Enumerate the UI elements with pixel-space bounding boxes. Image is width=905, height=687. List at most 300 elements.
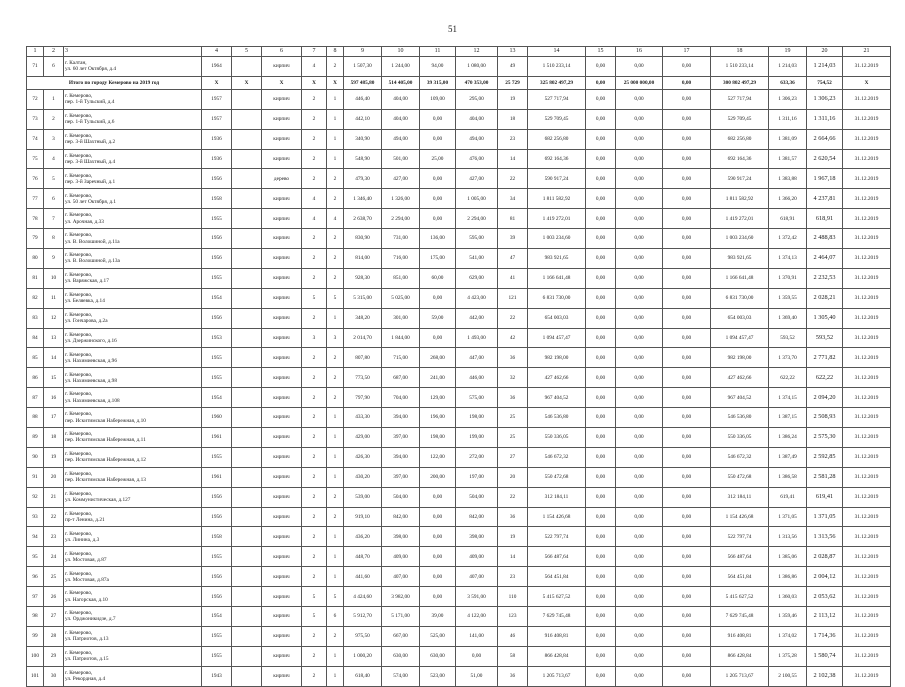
cell-col-10: 5 171,00	[382, 607, 420, 627]
cell-col-1: 89	[27, 428, 44, 448]
cell-col-18: 654 003,03	[711, 308, 769, 328]
cell-col-20: 1 313,56	[807, 527, 843, 547]
cell-col-13: 36	[498, 388, 528, 408]
cell-col-12: 1 005,00	[456, 189, 498, 209]
cell-col-18: 916 408,81	[711, 626, 769, 646]
cell-col-14: 550 472,68	[528, 467, 586, 487]
cell-col-4: 1936	[202, 129, 232, 149]
cell-col-9: 4 424,60	[344, 587, 382, 607]
cell-col-19: 19	[769, 47, 807, 57]
cell-col-13: 13	[498, 47, 528, 57]
table-row	[27, 467, 891, 487]
cell-col-5	[232, 527, 262, 547]
cell-col-10: 704,00	[382, 388, 420, 408]
cell-col-3: г. Кемерово, ул. Дзержинского, д.16	[64, 328, 202, 348]
cell-col-7: 2	[302, 547, 327, 567]
cell-col-16: 0,00	[616, 368, 663, 388]
cell-col-12: 409,00	[456, 547, 498, 567]
cell-col-12: 295,00	[456, 89, 498, 109]
cell-col-8: 1	[327, 109, 344, 129]
cell-col-2: 23	[44, 527, 64, 547]
cell-col-10: 409,00	[382, 547, 420, 567]
cell-col-4: 1964	[202, 57, 232, 77]
cell-col-11: 0,00	[420, 169, 456, 189]
cell-col-11: 268,00	[420, 348, 456, 368]
table-row	[27, 348, 891, 368]
cell-col-18: 1 003 234,60	[711, 229, 769, 249]
cell-col-19: 2 100,55	[769, 666, 807, 686]
cell-col-20: 20	[807, 47, 843, 57]
cell-col-3: г. Кемерово, пер. Искитимская Набережная, д.13	[64, 467, 202, 487]
cell-col-8: 8	[327, 47, 344, 57]
total-cell: 754,52	[807, 76, 843, 89]
cell-col-3: г. Кемерово, пер. 1-й Тульский, д.4	[64, 89, 202, 109]
cell-col-13: 36	[498, 507, 528, 527]
cell-col-10: 2 294,00	[382, 209, 420, 229]
cell-col-16: 0,00	[616, 487, 663, 507]
cell-col-5	[232, 666, 262, 686]
housing-register-table	[26, 46, 891, 687]
cell-col-11: 60,00	[420, 268, 456, 288]
cell-col-14: 5 415 627,52	[528, 587, 586, 607]
cell-col-2: 30	[44, 666, 64, 686]
cell-col-9: 928,30	[344, 268, 382, 288]
cell-col-8: 2	[327, 189, 344, 209]
cell-col-21: 31.12.2019	[843, 388, 891, 408]
cell-col-14: 1 205 713,67	[528, 666, 586, 686]
cell-col-4: 1958	[202, 527, 232, 547]
cell-col-6: кирпич	[262, 626, 302, 646]
cell-col-1: 86	[27, 368, 44, 388]
cell-col-12: 1 080,00	[456, 57, 498, 77]
cell-col-19: 1 360,03	[769, 587, 807, 607]
cell-col-17: 0,00	[663, 109, 711, 129]
cell-col-2: 28	[44, 626, 64, 646]
cell-col-7: 2	[302, 388, 327, 408]
cell-col-1: 92	[27, 487, 44, 507]
cell-col-17: 0,00	[663, 229, 711, 249]
cell-col-7: 7	[302, 47, 327, 57]
cell-col-21: 31.12.2019	[843, 547, 891, 567]
cell-col-2: 8	[44, 229, 64, 249]
cell-col-8: 1	[327, 408, 344, 428]
cell-col-15: 15	[586, 47, 616, 57]
cell-col-5	[232, 507, 262, 527]
cell-col-4: 1954	[202, 607, 232, 627]
cell-col-16: 0,00	[616, 666, 663, 686]
cell-col-5	[232, 129, 262, 149]
cell-col-13: 22	[498, 487, 528, 507]
cell-col-19: 593,52	[769, 328, 807, 348]
cell-col-1: 76	[27, 169, 44, 189]
cell-col-3: г. Калтан, ул. 60 лет Октября, д.4	[64, 57, 202, 77]
cell-col-4: 1955	[202, 626, 232, 646]
cell-col-4: 1955	[202, 268, 232, 288]
cell-col-6: кирпич	[262, 428, 302, 448]
cell-col-9: 1 507,30	[344, 57, 382, 77]
cell-col-7: 5	[302, 607, 327, 627]
cell-col-2: 19	[44, 447, 64, 467]
cell-col-19: 1 386,58	[769, 467, 807, 487]
cell-col-3: г. Кемерово, ул. В. Волошиной, д.13а	[64, 249, 202, 269]
cell-col-14: 527 717,94	[528, 89, 586, 109]
cell-col-15: 0,00	[586, 626, 616, 646]
cell-col-17: 0,00	[663, 149, 711, 169]
cell-col-1: 98	[27, 607, 44, 627]
cell-col-3: г. Кемерово, пер. Искитимская Набережная, д.12	[64, 447, 202, 467]
cell-col-8: 1	[327, 149, 344, 169]
cell-col-16: 0,00	[616, 229, 663, 249]
cell-col-14: 1 154 426,68	[528, 507, 586, 527]
cell-col-19: 1 387,15	[769, 408, 807, 428]
table-row	[27, 89, 891, 109]
total-cell: 25 729	[498, 76, 528, 89]
cell-col-1: 78	[27, 209, 44, 229]
cell-col-15: 0,00	[586, 607, 616, 627]
cell-col-13: 41	[498, 268, 528, 288]
cell-col-4: 1956	[202, 487, 232, 507]
cell-col-6: кирпич	[262, 368, 302, 388]
cell-col-9: 340,90	[344, 129, 382, 149]
cell-col-6: кирпич	[262, 249, 302, 269]
cell-col-11: 59,00	[420, 308, 456, 328]
cell-col-3: г. Кемерово, пр-т Ленина, д.21	[64, 507, 202, 527]
cell-col-1: 74	[27, 129, 44, 149]
table-row	[27, 109, 891, 129]
cell-col-1: 85	[27, 348, 44, 368]
cell-col-1: 99	[27, 626, 44, 646]
cell-col-6: 6	[262, 47, 302, 57]
cell-col-21: 31.12.2019	[843, 169, 891, 189]
cell-col-8: 3	[327, 328, 344, 348]
cell-col-19: 1 386,86	[769, 567, 807, 587]
cell-col-14: 692 164,36	[528, 149, 586, 169]
cell-col-13: 39	[498, 229, 528, 249]
cell-col-18: 564 451,84	[711, 567, 769, 587]
cell-col-4: 1958	[202, 189, 232, 209]
cell-col-6: кирпич	[262, 408, 302, 428]
cell-col-11: 200,00	[420, 467, 456, 487]
cell-col-9: 797,90	[344, 388, 382, 408]
cell-col-2: 13	[44, 328, 64, 348]
cell-col-2: 2	[44, 109, 64, 129]
cell-col-7: 2	[302, 129, 327, 149]
cell-col-3: г. Кемерово, пер. 1-й Тульский, д.6	[64, 109, 202, 129]
cell-col-5	[232, 587, 262, 607]
cell-col-9: 430,20	[344, 467, 382, 487]
cell-col-3: г. Кемерово, ул. Гончарова, д.2а	[64, 308, 202, 328]
cell-col-2: 27	[44, 607, 64, 627]
cell-col-12: 12	[456, 47, 498, 57]
cell-col-3: г. Кемерово, ул. Нагорская, д.10	[64, 587, 202, 607]
cell-col-11: 0,00	[420, 567, 456, 587]
cell-col-2: 21	[44, 487, 64, 507]
cell-col-1: 100	[27, 646, 44, 666]
cell-col-1: 90	[27, 447, 44, 467]
cell-col-2: 14	[44, 348, 64, 368]
cell-col-20: 2 508,93	[807, 408, 843, 428]
cell-col-12: 398,00	[456, 527, 498, 547]
cell-col-5	[232, 467, 262, 487]
cell-col-11: 25,00	[420, 149, 456, 169]
cell-col-19: 618,91	[769, 209, 807, 229]
cell-col-6: кирпич	[262, 447, 302, 467]
cell-col-18: 529 709,45	[711, 109, 769, 129]
cell-col-2: 3	[44, 129, 64, 149]
cell-col-5	[232, 348, 262, 368]
cell-col-7: 2	[302, 646, 327, 666]
cell-col-2: 7	[44, 209, 64, 229]
cell-col-11: 122,00	[420, 447, 456, 467]
cell-col-7: 2	[302, 169, 327, 189]
cell-col-12: 427,00	[456, 169, 498, 189]
cell-col-3: г. Кемерово, ул. Нахимиевская, д.98	[64, 368, 202, 388]
cell-col-6: кирпич	[262, 189, 302, 209]
cell-col-7: 2	[302, 249, 327, 269]
cell-col-9: 807,80	[344, 348, 382, 368]
cell-col-11: 198,00	[420, 428, 456, 448]
cell-col-17: 0,00	[663, 368, 711, 388]
cell-col-9: 975,50	[344, 626, 382, 646]
cell-col-18: 967 404,52	[711, 388, 769, 408]
cell-col-10: 407,00	[382, 567, 420, 587]
cell-col-11: 0,00	[420, 328, 456, 348]
cell-col-5	[232, 547, 262, 567]
cell-col-20: 2 004,12	[807, 567, 843, 587]
cell-col-8: 2	[327, 249, 344, 269]
cell-col-11: 0,00	[420, 507, 456, 527]
cell-col-17: 0,00	[663, 129, 711, 149]
cell-col-13: 47	[498, 249, 528, 269]
cell-col-6: кирпич	[262, 567, 302, 587]
cell-col-17: 0,00	[663, 348, 711, 368]
cell-col-20: 2 592,85	[807, 447, 843, 467]
cell-col-6: кирпич	[262, 288, 302, 308]
cell-col-12: 51,00	[456, 666, 498, 686]
cell-col-14: 1 166 641,48	[528, 268, 586, 288]
cell-col-6: кирпич	[262, 129, 302, 149]
cell-col-16: 0,00	[616, 288, 663, 308]
cell-col-11: 0,00	[420, 487, 456, 507]
cell-col-21: 31.12.2019	[843, 328, 891, 348]
cell-col-6: кирпич	[262, 268, 302, 288]
cell-col-13: 32	[498, 368, 528, 388]
cell-col-9: 9	[344, 47, 382, 57]
cell-col-18: 7 629 745,48	[711, 607, 769, 627]
cell-col-13: 14	[498, 149, 528, 169]
total-cell: X	[232, 76, 262, 89]
cell-col-11: 630,00	[420, 646, 456, 666]
cell-col-5	[232, 607, 262, 627]
cell-col-17: 0,00	[663, 308, 711, 328]
table-row	[27, 587, 891, 607]
cell-col-20: 1 214,03	[807, 57, 843, 77]
cell-col-10: 427,00	[382, 169, 420, 189]
cell-col-2: 18	[44, 428, 64, 448]
cell-col-20: 1 305,40	[807, 308, 843, 328]
cell-col-1: 75	[27, 149, 44, 169]
cell-col-20: 2 771,82	[807, 348, 843, 368]
cell-col-13: 58	[498, 646, 528, 666]
total-cell: 514 405,00	[382, 76, 420, 89]
table-row	[27, 567, 891, 587]
cell-col-21: 31.12.2019	[843, 626, 891, 646]
cell-col-8: 2	[327, 507, 344, 527]
cell-col-7: 2	[302, 348, 327, 368]
cell-col-12: 0,00	[456, 646, 498, 666]
cell-col-5	[232, 428, 262, 448]
cell-col-9: 448,70	[344, 547, 382, 567]
cell-col-7: 2	[302, 527, 327, 547]
cell-col-17: 0,00	[663, 249, 711, 269]
cell-col-11: 109,00	[420, 89, 456, 109]
cell-col-14: 590 917,24	[528, 169, 586, 189]
cell-col-15: 0,00	[586, 89, 616, 109]
cell-col-21: 31.12.2019	[843, 189, 891, 209]
cell-col-17: 0,00	[663, 388, 711, 408]
cell-col-6: кирпич	[262, 57, 302, 77]
cell-col-20: 2 094,20	[807, 388, 843, 408]
cell-col-19: 1 311,16	[769, 109, 807, 129]
cell-col-10: 301,00	[382, 308, 420, 328]
cell-col-3: г. Кемерово, ул. Орджоникидзе, д.7	[64, 607, 202, 627]
cell-col-10: 687,00	[382, 368, 420, 388]
cell-col-14: 866 428,84	[528, 646, 586, 666]
cell-col-5	[232, 567, 262, 587]
cell-col-4: 1961	[202, 428, 232, 448]
cell-col-14: 982 198,00	[528, 348, 586, 368]
cell-col-20: 2 028,21	[807, 288, 843, 308]
cell-col-4: 1955	[202, 368, 232, 388]
cell-col-5	[232, 189, 262, 209]
cell-col-10: 667,00	[382, 626, 420, 646]
cell-col-2: 5	[44, 169, 64, 189]
cell-col-18: 692 164,36	[711, 149, 769, 169]
cell-col-19: 1 359,55	[769, 288, 807, 308]
cell-col-14: 1 811 582,92	[528, 189, 586, 209]
cell-col-14: 1 003 234,60	[528, 229, 586, 249]
cell-col-18: 427 462,66	[711, 368, 769, 388]
cell-col-15: 0,00	[586, 368, 616, 388]
cell-col-10: 1 326,00	[382, 189, 420, 209]
cell-col-7: 5	[302, 587, 327, 607]
cell-col-3: г. Кемерово, пер. 3-й Шахтный, д.2	[64, 129, 202, 149]
cell-col-13: 123	[498, 607, 528, 627]
cell-col-17: 0,00	[663, 487, 711, 507]
cell-col-15: 0,00	[586, 527, 616, 547]
cell-col-12: 3 591,00	[456, 587, 498, 607]
cell-col-4: 1956	[202, 587, 232, 607]
cell-col-17: 0,00	[663, 587, 711, 607]
table-row	[27, 169, 891, 189]
cell-col-11: 0,00	[420, 288, 456, 308]
cell-col-18: 566 487,64	[711, 547, 769, 567]
cell-col-19: 1 214,03	[769, 57, 807, 77]
cell-col-11: 94,00	[420, 57, 456, 77]
cell-col-8: 6	[327, 607, 344, 627]
cell-col-12: 2 294,00	[456, 209, 498, 229]
cell-col-13: 25	[498, 428, 528, 448]
cell-col-18: 522 797,74	[711, 527, 769, 547]
cell-col-9: 429,00	[344, 428, 382, 448]
cell-col-17: 0,00	[663, 89, 711, 109]
cell-col-8: 2	[327, 368, 344, 388]
cell-col-2: 10	[44, 268, 64, 288]
cell-col-19: 1 386,24	[769, 428, 807, 448]
cell-col-17: 0,00	[663, 626, 711, 646]
cell-col-16: 0,00	[616, 109, 663, 129]
cell-col-4: 1956	[202, 507, 232, 527]
cell-col-6: кирпич	[262, 209, 302, 229]
cell-col-21: 31.12.2019	[843, 646, 891, 666]
cell-col-14: 427 462,66	[528, 368, 586, 388]
cell-col-2: 11	[44, 288, 64, 308]
cell-col-15: 0,00	[586, 268, 616, 288]
cell-col-21: 31.12.2019	[843, 467, 891, 487]
cell-col-16: 0,00	[616, 308, 663, 328]
cell-col-10: 494,00	[382, 129, 420, 149]
cell-col-14: 967 404,52	[528, 388, 586, 408]
cell-col-18: 682 256,80	[711, 129, 769, 149]
total-cell: 39 315,00	[420, 76, 456, 89]
cell-col-15: 0,00	[586, 666, 616, 686]
cell-col-13: 19	[498, 527, 528, 547]
cell-col-12: 494,00	[456, 129, 498, 149]
cell-col-16: 0,00	[616, 527, 663, 547]
cell-col-5	[232, 249, 262, 269]
table-row	[27, 646, 891, 666]
cell-col-6: кирпич	[262, 467, 302, 487]
cell-col-12: 198,00	[456, 408, 498, 428]
cell-col-6: кирпич	[262, 388, 302, 408]
cell-col-20: 2 232,53	[807, 268, 843, 288]
table-row	[27, 527, 891, 547]
cell-col-19: 1 371,05	[769, 507, 807, 527]
cell-col-12: 504,00	[456, 487, 498, 507]
total-cell: 0,00	[586, 76, 616, 89]
cell-col-1: 83	[27, 308, 44, 328]
cell-col-18: 546 672,32	[711, 447, 769, 467]
table-row	[27, 368, 891, 388]
table-row	[27, 229, 891, 249]
cell-col-3: г. Кемерово, ул. Линина, д.3	[64, 527, 202, 547]
cell-col-17: 0,00	[663, 607, 711, 627]
table-row	[27, 308, 891, 328]
cell-col-16: 0,00	[616, 428, 663, 448]
cell-col-17: 0,00	[663, 646, 711, 666]
cell-col-12: 407,00	[456, 567, 498, 587]
cell-col-13: 36	[498, 666, 528, 686]
cell-col-21: 31.12.2019	[843, 666, 891, 686]
cell-col-11: 241,00	[420, 368, 456, 388]
cell-col-14: 522 797,74	[528, 527, 586, 547]
cell-col-15: 0,00	[586, 308, 616, 328]
cell-col-9: 442,10	[344, 109, 382, 129]
cell-col-21: 31.12.2019	[843, 527, 891, 547]
cell-col-7: 2	[302, 567, 327, 587]
cell-col-21: 31.12.2019	[843, 288, 891, 308]
cell-col-14: 654 003,03	[528, 308, 586, 328]
cell-col-17: 0,00	[663, 666, 711, 686]
cell-col-6: кирпич	[262, 607, 302, 627]
cell-col-1: 101	[27, 666, 44, 686]
cell-col-5	[232, 408, 262, 428]
cell-col-13: 23	[498, 129, 528, 149]
cell-col-21: 31.12.2019	[843, 607, 891, 627]
total-cell: 300 802 497,29	[711, 76, 769, 89]
cell-col-1: 95	[27, 547, 44, 567]
total-cell: 325 802 497,29	[528, 76, 586, 89]
